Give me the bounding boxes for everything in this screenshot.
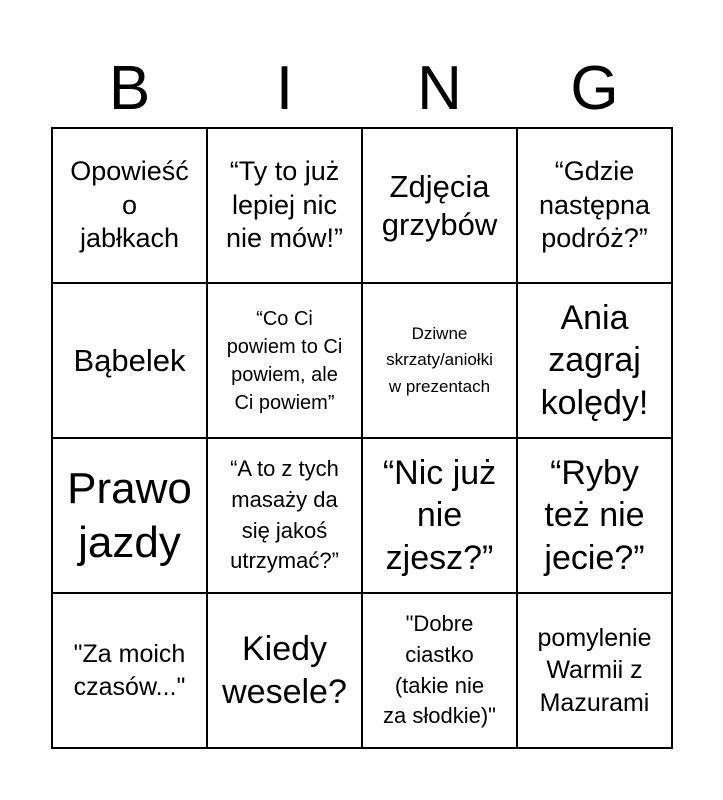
bingo-header bbox=[52, 50, 672, 128]
header-letter-g: G bbox=[570, 54, 619, 123]
bingo-cell[interactable]: "Dobre ciastko (takie nie za słodkie)" bbox=[363, 594, 518, 749]
bingo-cell[interactable]: “Ty to już lepiej nic nie mów!” bbox=[208, 129, 363, 284]
bingo-cell[interactable]: “A to z tych masaży da się jakoś utrzymać?” bbox=[208, 439, 363, 594]
bingo-grid bbox=[51, 127, 673, 749]
bingo-cell[interactable]: “Gdzie następna podróż?” bbox=[518, 129, 673, 284]
bingo-cell[interactable]: Prawo jazdy bbox=[53, 439, 208, 594]
header-letter-i: I bbox=[275, 54, 294, 123]
bingo-cell[interactable]: Opowieść o jabłkach bbox=[53, 129, 208, 284]
bingo-cell[interactable]: "Za moich czasów..." bbox=[53, 594, 208, 749]
bingo-cell[interactable]: “Ryby też nie jecie?” bbox=[518, 439, 673, 594]
bingo-cell[interactable]: Zdjęcia grzybów bbox=[363, 129, 518, 284]
bingo-cell[interactable]: Bąbelek bbox=[53, 284, 208, 439]
bingo-cell[interactable]: Dziwne skrzaty/aniołki w prezentach bbox=[363, 284, 518, 439]
header-letter-n: N bbox=[417, 54, 462, 123]
bingo-cell[interactable]: Kiedy wesele? bbox=[208, 594, 363, 749]
bingo-cell[interactable]: Ania zagraj kolędy! bbox=[518, 284, 673, 439]
bingo-cell[interactable]: “Co Ci powiem to Ci powiem, ale Ci powiem” bbox=[208, 284, 363, 439]
bingo-cell[interactable]: “Nic już nie zjesz?” bbox=[363, 439, 518, 594]
bingo-cell[interactable]: pomylenie Warmii z Mazurami bbox=[518, 594, 673, 749]
header-letter-b: B bbox=[108, 54, 151, 123]
